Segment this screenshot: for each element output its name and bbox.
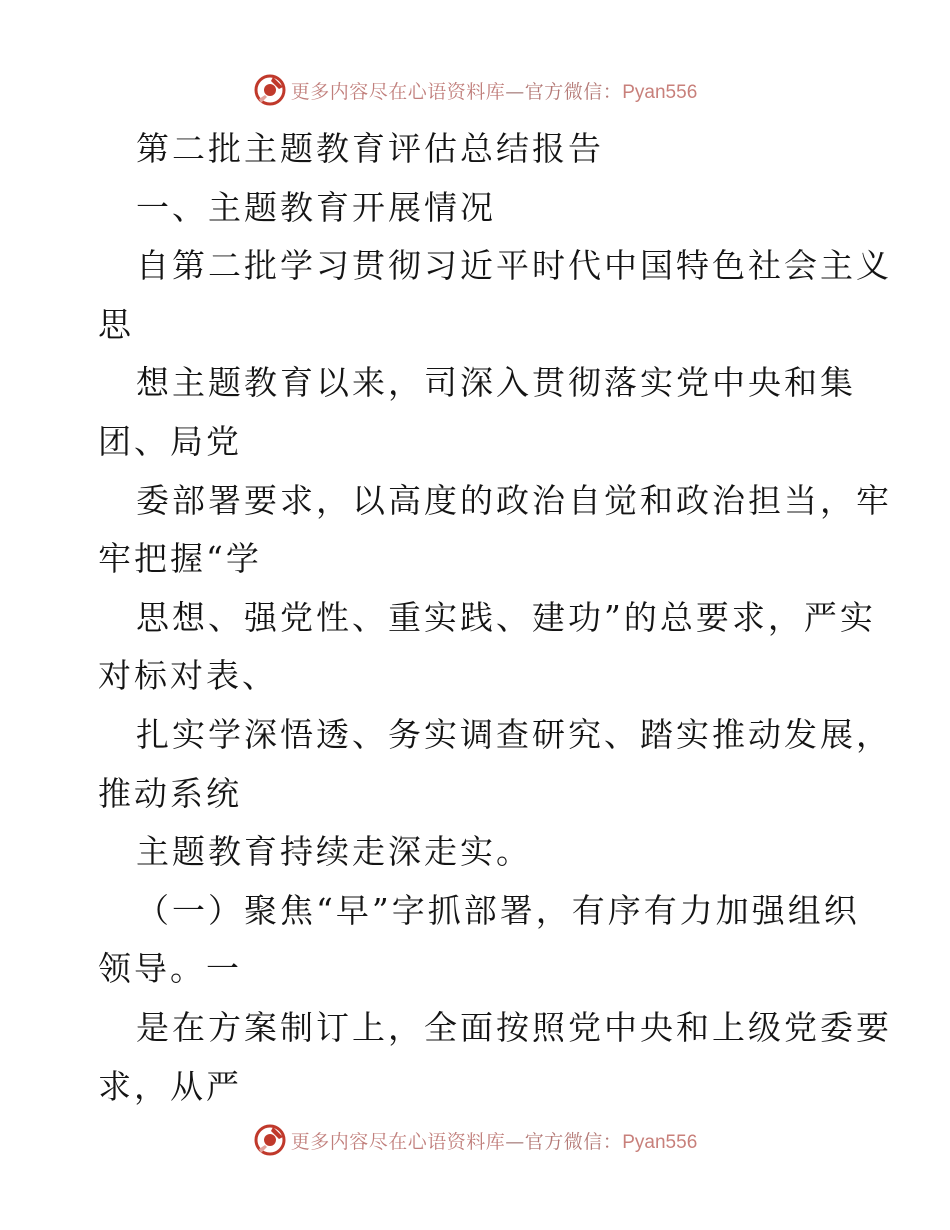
watermark-brand: 更多内容尽在心语资料库 xyxy=(290,80,506,103)
text-line: 想主题教育以来，司深入贯彻落实党中央和集 xyxy=(136,363,856,403)
watermark-wechat-id: Pyan556 xyxy=(622,1131,698,1153)
watermark-wechat-id: Pyan556 xyxy=(622,81,698,103)
document-title: 第二批主题教育评估总结报告 xyxy=(136,129,604,168)
text-line: 牢把握“学 xyxy=(98,539,262,579)
watermark-text xyxy=(291,1127,698,1154)
text-line: 是在方案制订上，全面按照党中央和上级党委要 xyxy=(136,1007,892,1047)
watermark-text xyxy=(291,77,698,104)
subsection-heading: （一）聚焦“早”字抓部署，有序有力加强组织 xyxy=(136,890,860,930)
text-line: 领导。一 xyxy=(98,949,242,989)
text-line: 思想、强党性、重实践、建功”的总要求，严实 xyxy=(136,597,876,637)
text-line: 求，从严 xyxy=(98,1066,242,1106)
brand-logo-icon xyxy=(253,73,287,107)
watermark-wechat-label: 官方微信： xyxy=(524,1130,623,1153)
text-line: 扎实学深悟透、务实调查研究、踏实推动发展， xyxy=(136,714,892,754)
text-line: 推动系统 xyxy=(98,773,242,813)
text-line: 团、局党 xyxy=(98,421,242,461)
header-watermark xyxy=(0,70,950,110)
watermark-separator: — xyxy=(505,1130,525,1153)
footer-watermark xyxy=(0,1120,950,1160)
watermark-wechat-label: 官方微信： xyxy=(524,80,623,103)
text-line: 思 xyxy=(98,304,134,344)
document-body xyxy=(98,120,892,1116)
text-line: 对标对表、 xyxy=(98,656,278,696)
brand-logo-icon xyxy=(253,1123,287,1157)
watermark-brand: 更多内容尽在心语资料库 xyxy=(290,1130,506,1153)
section-heading: 一、主题教育开展情况 xyxy=(136,187,496,227)
text-line: 自第二批学习贯彻习近平时代中国特色社会主义 xyxy=(136,246,892,286)
text-line: 委部署要求，以高度的政治自觉和政治担当，牢 xyxy=(136,480,892,520)
text-line: 主题教育持续走深走实。 xyxy=(136,832,532,872)
watermark-separator: — xyxy=(505,80,525,103)
